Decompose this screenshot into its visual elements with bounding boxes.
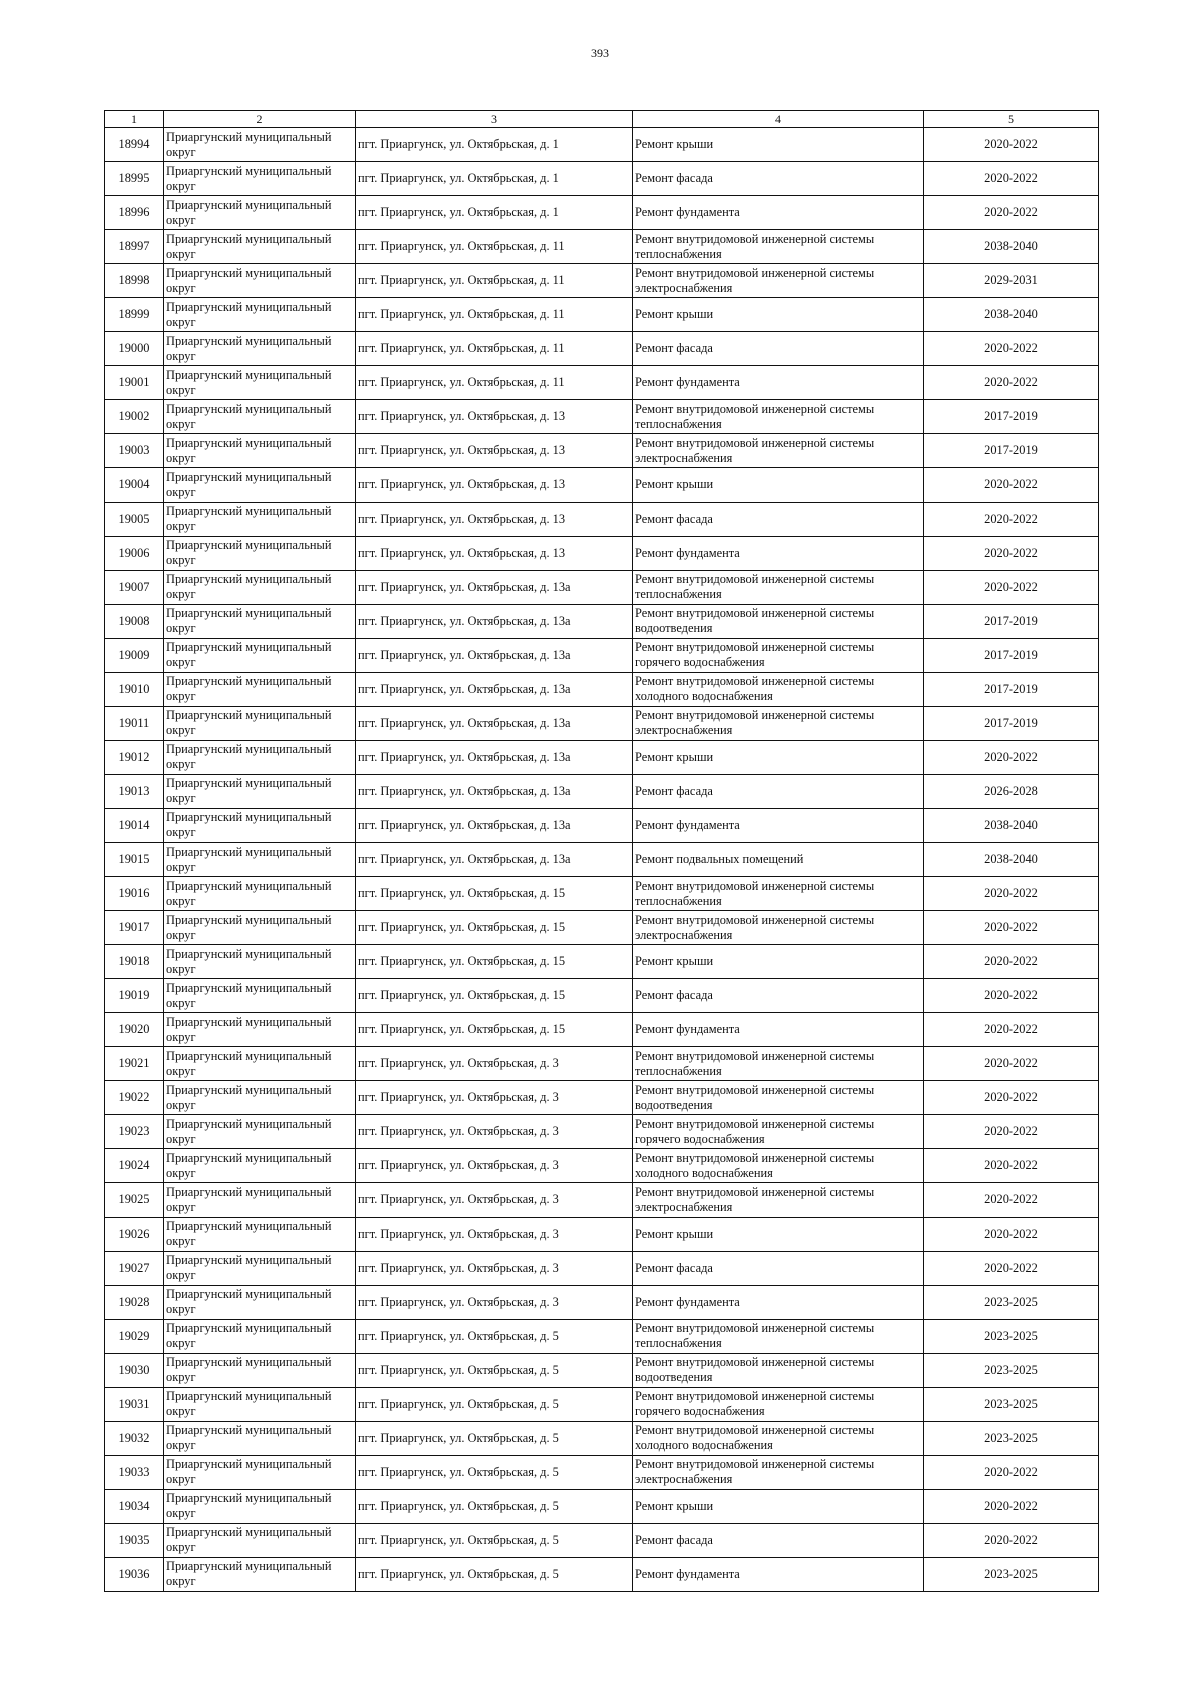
table-row — [105, 740, 1099, 774]
address-cell: пгт. Приаргунск, ул. Октябрьская, д. 13 — [356, 400, 633, 434]
table-row — [105, 196, 1099, 230]
address-cell: пгт. Приаргунск, ул. Октябрьская, д. 1 — [356, 128, 633, 162]
district-cell: Приаргунский муниципальный округ — [164, 230, 356, 264]
district-cell: Приаргунский муниципальный округ — [164, 434, 356, 468]
district-cell: Приаргунский муниципальный округ — [164, 196, 356, 230]
district-cell: Приаргунский муниципальный округ — [164, 979, 356, 1013]
table-header — [105, 111, 1099, 128]
district-cell: Приаргунский муниципальный округ — [164, 945, 356, 979]
district-cell: Приаргунский муниципальный округ — [164, 1557, 356, 1591]
table-row — [105, 366, 1099, 400]
address-cell: пгт. Приаргунск, ул. Октябрьская, д. 13 — [356, 468, 633, 502]
table-row — [105, 502, 1099, 536]
row-number-cell: 18995 — [105, 162, 164, 196]
header-cell-2: 2 — [164, 111, 356, 128]
address-cell: пгт. Приаргунск, ул. Октябрьская, д. 5 — [356, 1421, 633, 1455]
table-row — [105, 570, 1099, 604]
district-cell: Приаргунский муниципальный округ — [164, 1455, 356, 1489]
address-cell: пгт. Приаргунск, ул. Октябрьская, д. 3 — [356, 1285, 633, 1319]
address-cell: пгт. Приаргунск, ул. Октябрьская, д. 15 — [356, 877, 633, 911]
work-type-cell: Ремонт внутридомовой инженерной системы электроснабжения — [633, 1183, 924, 1217]
address-cell: пгт. Приаргунск, ул. Октябрьская, д. 3 — [356, 1115, 633, 1149]
period-cell: 2023-2025 — [924, 1421, 1099, 1455]
row-number-cell: 19011 — [105, 706, 164, 740]
district-cell: Приаргунский муниципальный округ — [164, 366, 356, 400]
period-cell: 2017-2019 — [924, 638, 1099, 672]
address-cell: пгт. Приаргунск, ул. Октябрьская, д. 13а — [356, 570, 633, 604]
address-cell: пгт. Приаргунск, ул. Октябрьская, д. 15 — [356, 979, 633, 1013]
address-cell: пгт. Приаргунск, ул. Октябрьская, д. 13а — [356, 774, 633, 808]
district-cell: Приаргунский муниципальный округ — [164, 604, 356, 638]
address-cell: пгт. Приаргунск, ул. Октябрьская, д. 13а — [356, 706, 633, 740]
table-row — [105, 1387, 1099, 1421]
row-number-cell: 18999 — [105, 298, 164, 332]
table-row — [105, 1455, 1099, 1489]
work-type-cell: Ремонт внутридомовой инженерной системы электроснабжения — [633, 706, 924, 740]
row-number-cell: 19031 — [105, 1387, 164, 1421]
period-cell: 2020-2022 — [924, 1081, 1099, 1115]
address-cell: пгт. Приаргунск, ул. Октябрьская, д. 5 — [356, 1319, 633, 1353]
table-row — [105, 298, 1099, 332]
table-row — [105, 162, 1099, 196]
row-number-cell: 19023 — [105, 1115, 164, 1149]
address-cell: пгт. Приаргунск, ул. Октябрьская, д. 13а — [356, 638, 633, 672]
work-type-cell: Ремонт фундамента — [633, 1013, 924, 1047]
header-cell-4: 4 — [633, 111, 924, 128]
work-type-cell: Ремонт внутридомовой инженерной системы теплоснабжения — [633, 1047, 924, 1081]
address-cell: пгт. Приаргунск, ул. Октябрьская, д. 5 — [356, 1557, 633, 1591]
table-row — [105, 400, 1099, 434]
row-number-cell: 19022 — [105, 1081, 164, 1115]
district-cell: Приаргунский муниципальный округ — [164, 1013, 356, 1047]
row-number-cell: 19005 — [105, 502, 164, 536]
address-cell: пгт. Приаргунск, ул. Октябрьская, д. 5 — [356, 1455, 633, 1489]
table-row — [105, 979, 1099, 1013]
row-number-cell: 19032 — [105, 1421, 164, 1455]
period-cell: 2038-2040 — [924, 230, 1099, 264]
period-cell: 2020-2022 — [924, 740, 1099, 774]
address-cell: пгт. Приаргунск, ул. Октябрьская, д. 11 — [356, 366, 633, 400]
period-cell: 2023-2025 — [924, 1557, 1099, 1591]
table-row — [105, 1319, 1099, 1353]
table-row — [105, 1489, 1099, 1523]
work-type-cell: Ремонт внутридомовой инженерной системы электроснабжения — [633, 264, 924, 298]
table-row — [105, 1557, 1099, 1591]
page-number: 393 — [591, 46, 609, 60]
district-cell: Приаргунский муниципальный округ — [164, 1183, 356, 1217]
row-number-cell: 19006 — [105, 536, 164, 570]
work-type-cell: Ремонт фасада — [633, 1251, 924, 1285]
district-cell: Приаргунский муниципальный округ — [164, 1421, 356, 1455]
period-cell: 2023-2025 — [924, 1285, 1099, 1319]
district-cell: Приаргунский муниципальный округ — [164, 842, 356, 876]
district-cell: Приаргунский муниципальный округ — [164, 162, 356, 196]
period-cell: 2020-2022 — [924, 911, 1099, 945]
work-type-cell: Ремонт фундамента — [633, 1285, 924, 1319]
address-cell: пгт. Приаргунск, ул. Октябрьская, д. 13 — [356, 502, 633, 536]
district-cell: Приаргунский муниципальный округ — [164, 332, 356, 366]
work-type-cell: Ремонт внутридомовой инженерной системы холодного водоснабжения — [633, 1149, 924, 1183]
work-type-cell: Ремонт внутридомовой инженерной системы водоотведения — [633, 1353, 924, 1387]
row-number-cell: 19015 — [105, 842, 164, 876]
table-row — [105, 1353, 1099, 1387]
row-number-cell: 19014 — [105, 808, 164, 842]
district-cell: Приаргунский муниципальный округ — [164, 128, 356, 162]
row-number-cell: 18998 — [105, 264, 164, 298]
row-number-cell: 19025 — [105, 1183, 164, 1217]
row-number-cell: 19017 — [105, 911, 164, 945]
address-cell: пгт. Приаргунск, ул. Октябрьская, д. 11 — [356, 230, 633, 264]
work-type-cell: Ремонт крыши — [633, 1489, 924, 1523]
period-cell: 2020-2022 — [924, 502, 1099, 536]
period-cell: 2020-2022 — [924, 468, 1099, 502]
row-number-cell: 19028 — [105, 1285, 164, 1319]
district-cell: Приаргунский муниципальный округ — [164, 264, 356, 298]
district-cell: Приаргунский муниципальный округ — [164, 706, 356, 740]
table-row — [105, 945, 1099, 979]
row-number-cell: 19002 — [105, 400, 164, 434]
work-type-cell: Ремонт внутридомовой инженерной системы теплоснабжения — [633, 877, 924, 911]
period-cell: 2017-2019 — [924, 604, 1099, 638]
address-cell: пгт. Приаргунск, ул. Октябрьская, д. 3 — [356, 1081, 633, 1115]
header-cell-1: 1 — [105, 111, 164, 128]
work-type-cell: Ремонт фасада — [633, 502, 924, 536]
period-cell: 2038-2040 — [924, 298, 1099, 332]
district-cell: Приаргунский муниципальный округ — [164, 1319, 356, 1353]
row-number-cell: 19035 — [105, 1523, 164, 1557]
address-cell: пгт. Приаргунск, ул. Октябрьская, д. 13 — [356, 536, 633, 570]
header-cell-3: 3 — [356, 111, 633, 128]
address-cell: пгт. Приаргунск, ул. Октябрьская, д. 11 — [356, 298, 633, 332]
district-cell: Приаргунский муниципальный округ — [164, 911, 356, 945]
row-number-cell: 19013 — [105, 774, 164, 808]
address-cell: пгт. Приаргунск, ул. Октябрьская, д. 3 — [356, 1149, 633, 1183]
address-cell: пгт. Приаргунск, ул. Октябрьская, д. 11 — [356, 264, 633, 298]
period-cell: 2020-2022 — [924, 1149, 1099, 1183]
district-cell: Приаргунский муниципальный округ — [164, 877, 356, 911]
period-cell: 2029-2031 — [924, 264, 1099, 298]
work-type-cell: Ремонт фасада — [633, 979, 924, 1013]
address-cell: пгт. Приаргунск, ул. Октябрьская, д. 3 — [356, 1183, 633, 1217]
work-type-cell: Ремонт внутридомовой инженерной системы теплоснабжения — [633, 570, 924, 604]
row-number-cell: 19018 — [105, 945, 164, 979]
address-cell: пгт. Приаргунск, ул. Октябрьская, д. 13а — [356, 740, 633, 774]
address-cell: пгт. Приаргунск, ул. Октябрьская, д. 15 — [356, 911, 633, 945]
row-number-cell: 18996 — [105, 196, 164, 230]
address-cell: пгт. Приаргунск, ул. Октябрьская, д. 5 — [356, 1387, 633, 1421]
table-row — [105, 1047, 1099, 1081]
row-number-cell: 19021 — [105, 1047, 164, 1081]
table-row — [105, 706, 1099, 740]
table-row — [105, 877, 1099, 911]
work-type-cell: Ремонт фасада — [633, 332, 924, 366]
period-cell: 2020-2022 — [924, 945, 1099, 979]
address-cell: пгт. Приаргунск, ул. Октябрьская, д. 13а — [356, 842, 633, 876]
work-type-cell: Ремонт фасада — [633, 162, 924, 196]
address-cell: пгт. Приаргунск, ул. Октябрьская, д. 13 — [356, 434, 633, 468]
period-cell: 2023-2025 — [924, 1353, 1099, 1387]
work-type-cell: Ремонт подвальных помещений — [633, 842, 924, 876]
table-row — [105, 638, 1099, 672]
work-type-cell: Ремонт крыши — [633, 740, 924, 774]
table-row — [105, 536, 1099, 570]
period-cell: 2020-2022 — [924, 1455, 1099, 1489]
table-row — [105, 332, 1099, 366]
row-number-cell: 19026 — [105, 1217, 164, 1251]
work-type-cell: Ремонт внутридомовой инженерной системы холодного водоснабжения — [633, 1421, 924, 1455]
work-type-cell: Ремонт фундамента — [633, 366, 924, 400]
row-number-cell: 19036 — [105, 1557, 164, 1591]
work-type-cell: Ремонт фасада — [633, 774, 924, 808]
table-row — [105, 1149, 1099, 1183]
table-row — [105, 808, 1099, 842]
period-cell: 2020-2022 — [924, 1523, 1099, 1557]
row-number-cell: 19034 — [105, 1489, 164, 1523]
period-cell: 2020-2022 — [924, 1013, 1099, 1047]
district-cell: Приаргунский муниципальный округ — [164, 1115, 356, 1149]
district-cell: Приаргунский муниципальный округ — [164, 808, 356, 842]
table-row — [105, 128, 1099, 162]
period-cell: 2020-2022 — [924, 1251, 1099, 1285]
district-cell: Приаргунский муниципальный округ — [164, 1047, 356, 1081]
table-row — [105, 434, 1099, 468]
period-cell: 2026-2028 — [924, 774, 1099, 808]
row-number-cell: 19000 — [105, 332, 164, 366]
table-row — [105, 1081, 1099, 1115]
district-cell: Приаргунский муниципальный округ — [164, 1489, 356, 1523]
row-number-cell: 19009 — [105, 638, 164, 672]
period-cell: 2020-2022 — [924, 1047, 1099, 1081]
table-row — [105, 1523, 1099, 1557]
address-cell: пгт. Приаргунск, ул. Октябрьская, д. 1 — [356, 196, 633, 230]
table-row — [105, 1183, 1099, 1217]
table-row — [105, 1217, 1099, 1251]
address-cell: пгт. Приаргунск, ул. Октябрьская, д. 5 — [356, 1523, 633, 1557]
district-cell: Приаргунский муниципальный округ — [164, 1251, 356, 1285]
address-cell: пгт. Приаргунск, ул. Октябрьская, д. 3 — [356, 1251, 633, 1285]
address-cell: пгт. Приаргунск, ул. Октябрьская, д. 13а — [356, 604, 633, 638]
district-cell: Приаргунский муниципальный округ — [164, 1523, 356, 1557]
period-cell: 2017-2019 — [924, 706, 1099, 740]
period-cell: 2020-2022 — [924, 570, 1099, 604]
work-type-cell: Ремонт крыши — [633, 298, 924, 332]
period-cell: 2020-2022 — [924, 1217, 1099, 1251]
address-cell: пгт. Приаргунск, ул. Октябрьская, д. 13а — [356, 672, 633, 706]
work-type-cell: Ремонт внутридомовой инженерной системы электроснабжения — [633, 1455, 924, 1489]
period-cell: 2020-2022 — [924, 128, 1099, 162]
district-cell: Приаргунский муниципальный округ — [164, 740, 356, 774]
period-cell: 2017-2019 — [924, 672, 1099, 706]
work-type-cell: Ремонт внутридомовой инженерной системы теплоснабжения — [633, 400, 924, 434]
table-row — [105, 230, 1099, 264]
work-type-cell: Ремонт внутридомовой инженерной системы горячего водоснабжения — [633, 1115, 924, 1149]
table-row — [105, 1251, 1099, 1285]
table-row — [105, 604, 1099, 638]
work-type-cell: Ремонт внутридомовой инженерной системы водоотведения — [633, 604, 924, 638]
address-cell: пгт. Приаргунск, ул. Октябрьская, д. 5 — [356, 1489, 633, 1523]
district-cell: Приаргунский муниципальный округ — [164, 468, 356, 502]
row-number-cell: 19027 — [105, 1251, 164, 1285]
period-cell: 2020-2022 — [924, 1115, 1099, 1149]
address-cell: пгт. Приаргунск, ул. Октябрьская, д. 15 — [356, 945, 633, 979]
work-type-cell: Ремонт внутридомовой инженерной системы холодного водоснабжения — [633, 672, 924, 706]
district-cell: Приаргунский муниципальный округ — [164, 502, 356, 536]
row-number-cell: 19004 — [105, 468, 164, 502]
row-number-cell: 18997 — [105, 230, 164, 264]
row-number-cell: 19029 — [105, 1319, 164, 1353]
table-body — [105, 128, 1099, 1592]
district-cell: Приаргунский муниципальный округ — [164, 570, 356, 604]
district-cell: Приаргунский муниципальный округ — [164, 1149, 356, 1183]
address-cell: пгт. Приаргунск, ул. Октябрьская, д. 11 — [356, 332, 633, 366]
district-cell: Приаргунский муниципальный округ — [164, 672, 356, 706]
address-cell: пгт. Приаргунск, ул. Октябрьская, д. 13а — [356, 808, 633, 842]
row-number-cell: 19010 — [105, 672, 164, 706]
work-type-cell: Ремонт внутридомовой инженерной системы теплоснабжения — [633, 230, 924, 264]
row-number-cell: 19016 — [105, 877, 164, 911]
work-type-cell: Ремонт внутридомовой инженерной системы водоотведения — [633, 1081, 924, 1115]
period-cell: 2020-2022 — [924, 196, 1099, 230]
district-cell: Приаргунский муниципальный округ — [164, 536, 356, 570]
header-cell-5: 5 — [924, 111, 1099, 128]
period-cell: 2023-2025 — [924, 1387, 1099, 1421]
table-row — [105, 1013, 1099, 1047]
table-row — [105, 774, 1099, 808]
table-row — [105, 468, 1099, 502]
district-cell: Приаргунский муниципальный округ — [164, 1081, 356, 1115]
period-cell: 2017-2019 — [924, 400, 1099, 434]
table-row — [105, 264, 1099, 298]
table-row — [105, 911, 1099, 945]
period-cell: 2020-2022 — [924, 536, 1099, 570]
row-number-cell: 19003 — [105, 434, 164, 468]
address-cell: пгт. Приаргунск, ул. Октябрьская, д. 1 — [356, 162, 633, 196]
period-cell: 2017-2019 — [924, 434, 1099, 468]
address-cell: пгт. Приаргунск, ул. Октябрьская, д. 3 — [356, 1047, 633, 1081]
row-number-cell: 19012 — [105, 740, 164, 774]
district-cell: Приаргунский муниципальный округ — [164, 400, 356, 434]
work-type-cell: Ремонт крыши — [633, 1217, 924, 1251]
table-row — [105, 842, 1099, 876]
row-number-cell: 19020 — [105, 1013, 164, 1047]
table-row — [105, 1421, 1099, 1455]
period-cell: 2020-2022 — [924, 366, 1099, 400]
work-type-cell: Ремонт крыши — [633, 468, 924, 502]
capital-repair-table — [104, 110, 1099, 1592]
row-number-cell: 19033 — [105, 1455, 164, 1489]
table-row — [105, 1115, 1099, 1149]
row-number-cell: 19007 — [105, 570, 164, 604]
district-cell: Приаргунский муниципальный округ — [164, 1285, 356, 1319]
period-cell: 2020-2022 — [924, 1489, 1099, 1523]
district-cell: Приаргунский муниципальный округ — [164, 774, 356, 808]
address-cell: пгт. Приаргунск, ул. Октябрьская, д. 3 — [356, 1217, 633, 1251]
row-number-cell: 18994 — [105, 128, 164, 162]
work-type-cell: Ремонт внутридомовой инженерной системы электроснабжения — [633, 911, 924, 945]
work-type-cell: Ремонт внутридомовой инженерной системы горячего водоснабжения — [633, 638, 924, 672]
work-type-cell: Ремонт крыши — [633, 128, 924, 162]
district-cell: Приаргунский муниципальный округ — [164, 298, 356, 332]
work-type-cell: Ремонт фундамента — [633, 536, 924, 570]
period-cell: 2020-2022 — [924, 877, 1099, 911]
work-type-cell: Ремонт внутридомовой инженерной системы горячего водоснабжения — [633, 1387, 924, 1421]
table-row — [105, 672, 1099, 706]
period-cell: 2023-2025 — [924, 1319, 1099, 1353]
header-row — [105, 111, 1099, 128]
period-cell: 2038-2040 — [924, 808, 1099, 842]
table-row — [105, 1285, 1099, 1319]
work-type-cell: Ремонт фундамента — [633, 808, 924, 842]
row-number-cell: 19001 — [105, 366, 164, 400]
row-number-cell: 19024 — [105, 1149, 164, 1183]
work-type-cell: Ремонт внутридомовой инженерной системы электроснабжения — [633, 434, 924, 468]
row-number-cell: 19008 — [105, 604, 164, 638]
row-number-cell: 19019 — [105, 979, 164, 1013]
district-cell: Приаргунский муниципальный округ — [164, 1353, 356, 1387]
work-type-cell: Ремонт крыши — [633, 945, 924, 979]
work-type-cell: Ремонт фасада — [633, 1523, 924, 1557]
address-cell: пгт. Приаргунск, ул. Октябрьская, д. 15 — [356, 1013, 633, 1047]
period-cell: 2020-2022 — [924, 332, 1099, 366]
district-cell: Приаргунский муниципальный округ — [164, 1217, 356, 1251]
period-cell: 2020-2022 — [924, 162, 1099, 196]
district-cell: Приаргунский муниципальный округ — [164, 638, 356, 672]
work-type-cell: Ремонт фундамента — [633, 1557, 924, 1591]
district-cell: Приаргунский муниципальный округ — [164, 1387, 356, 1421]
address-cell: пгт. Приаргунск, ул. Октябрьская, д. 5 — [356, 1353, 633, 1387]
period-cell: 2020-2022 — [924, 979, 1099, 1013]
work-type-cell: Ремонт фундамента — [633, 196, 924, 230]
work-type-cell: Ремонт внутридомовой инженерной системы теплоснабжения — [633, 1319, 924, 1353]
period-cell: 2038-2040 — [924, 842, 1099, 876]
period-cell: 2020-2022 — [924, 1183, 1099, 1217]
row-number-cell: 19030 — [105, 1353, 164, 1387]
